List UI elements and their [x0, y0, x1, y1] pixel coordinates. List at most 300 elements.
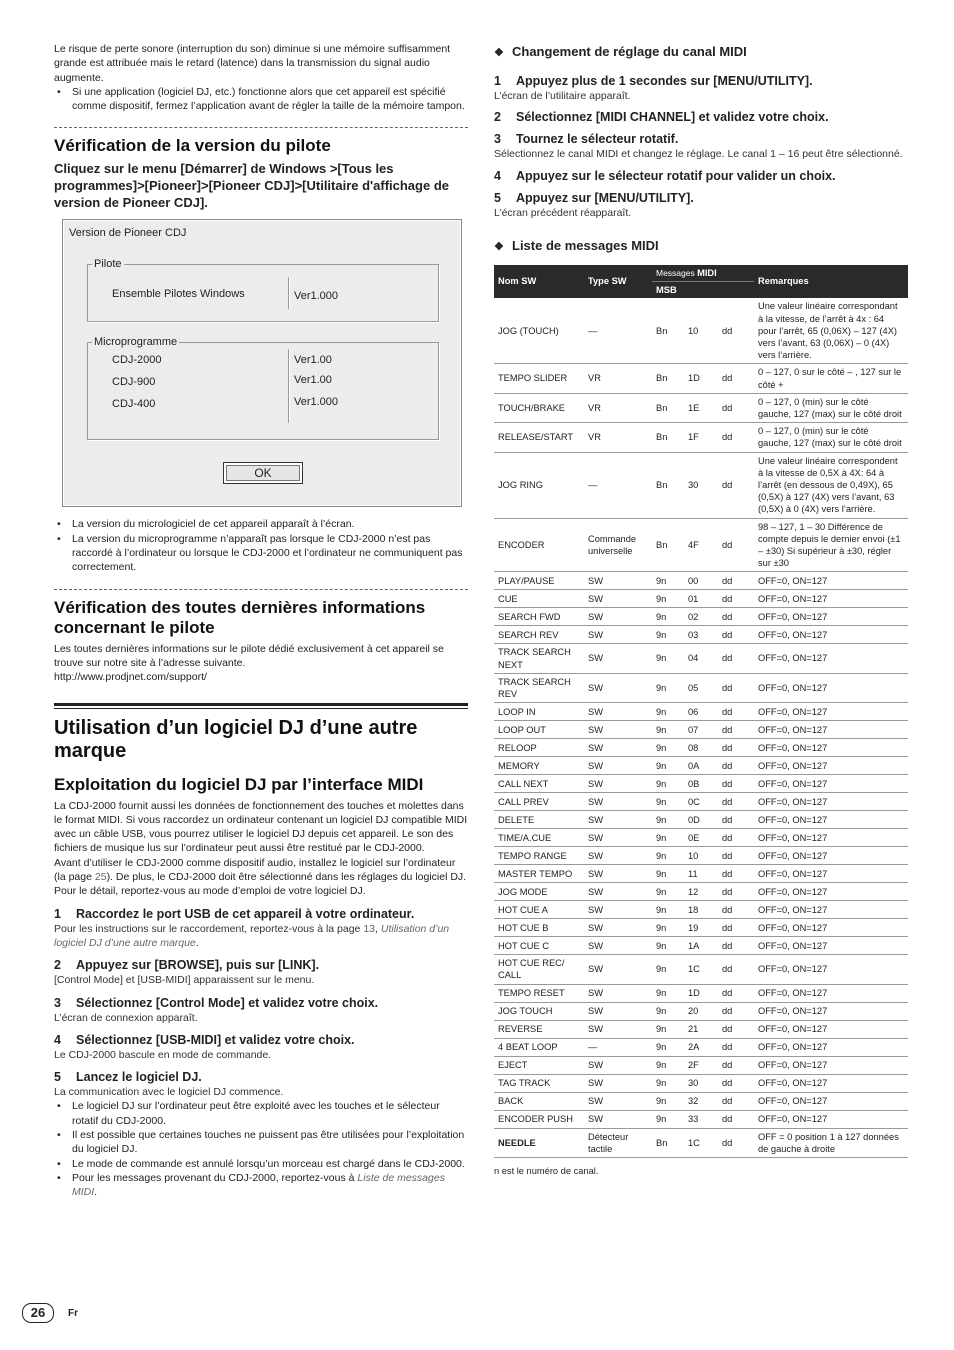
table-cell: TEMPO RESET — [494, 984, 584, 1002]
table-row — [494, 1056, 908, 1074]
ok-button[interactable]: OK — [223, 462, 303, 484]
table-cell: 33 — [684, 1110, 718, 1128]
midi-messages-table — [494, 265, 908, 1158]
table-cell: 05 — [684, 673, 718, 702]
table-cell: dd — [718, 865, 754, 883]
version-bullet: • La version du microprogramme n’apparaît pas lorsque le CDJ-2000 n’est pas raccordé à l’ordinateur ou lorsque le CDJ-2000 et l’ordinateur ne communiquent pas correctement. — [54, 532, 468, 575]
table-cell: OFF=0, ON=127 — [754, 1092, 908, 1110]
table-cell: dd — [718, 572, 754, 590]
micro-name: CDJ-400 — [112, 398, 156, 411]
table-cell: 9n — [652, 865, 684, 883]
table-cell: dd — [718, 811, 754, 829]
table-cell: dd — [718, 423, 754, 452]
table-row — [494, 757, 908, 775]
micro-caption: Microprogramme — [94, 336, 178, 349]
table-cell: 9n — [652, 721, 684, 739]
table-cell: OFF=0, ON=127 — [754, 984, 908, 1002]
table-row — [494, 703, 908, 721]
table-cell: — — [584, 1038, 652, 1056]
table-cell: 9n — [652, 572, 684, 590]
table-cell: 32 — [684, 1092, 718, 1110]
midi-step-5: 5 Appuyez sur [MENU/UTILITY]. — [494, 190, 694, 205]
table-cell: NEEDLE — [494, 1128, 584, 1157]
table-cell: SW — [584, 644, 652, 673]
table-cell: dd — [718, 673, 754, 702]
p2-text-b: ). De plus, le CDJ-2000 doit être sélectionné dans les réglages du logiciel DJ. Pour le détail, reportez-vous au mode d’emploi de votre logiciel DJ. — [54, 871, 467, 898]
table-cell: VR — [584, 364, 652, 393]
table-cell: — — [584, 298, 652, 364]
table-cell: dd — [718, 829, 754, 847]
step-4: 4 Sélectionnez [USB-MIDI] et validez votre choix. — [54, 1032, 355, 1047]
intro-text: Le risque de perte sonore (interruption du son) diminue si une mémoire suffisamment grande est attribuée mais le retard (latence) dans la transmission du signal audio augmente. — [54, 43, 451, 84]
table-row — [494, 572, 908, 590]
dialog-title: Version de Pioneer CDJ — [69, 227, 187, 240]
section-ref[interactable]: Liste de messages MIDI — [72, 1171, 445, 1199]
table-row — [494, 1002, 908, 1020]
table-cell: 1E — [684, 393, 718, 422]
table-row — [494, 901, 908, 919]
table-row — [494, 739, 908, 757]
table-cell: 0D — [684, 811, 718, 829]
table-cell: SEARCH REV — [494, 626, 584, 644]
table-cell: SW — [584, 1002, 652, 1020]
step-1: 1 Raccordez le port USB de cet appareil à votre ordinateur. — [54, 906, 415, 921]
diamond-icon: ❖ — [494, 47, 504, 59]
table-cell: Détecteur tactile — [584, 1128, 652, 1157]
table-cell: 02 — [684, 608, 718, 626]
col-messages: Messages MIDI — [652, 265, 754, 282]
table-cell: dd — [718, 626, 754, 644]
table-body — [494, 298, 908, 1157]
table-cell: 2F — [684, 1056, 718, 1074]
table-cell: OFF=0, ON=127 — [754, 1056, 908, 1074]
table-cell: 9n — [652, 739, 684, 757]
table-cell: TEMPO RANGE — [494, 847, 584, 865]
intro-bullet: • Si une application (logiciel DJ, etc.) fonctionne alors que cet appareil est spécifié comme dispositif, fermez l’application avant de régler la taille de la mémoire tampon. — [54, 85, 468, 114]
table-cell: 1C — [684, 955, 718, 984]
table-cell: SW — [584, 984, 652, 1002]
table-cell: SEARCH FWD — [494, 608, 584, 626]
dashed-divider — [54, 127, 468, 128]
step-2-sub: [Control Mode] et [USB-MIDI] apparaissent sur le menu. — [54, 974, 315, 987]
table-cell: 9n — [652, 703, 684, 721]
table-cell: 18 — [684, 901, 718, 919]
table-cell: dd — [718, 298, 754, 364]
table-cell: HOT CUE C — [494, 937, 584, 955]
table-cell: OFF=0, ON=127 — [754, 757, 908, 775]
page-ref[interactable]: 25 — [94, 871, 107, 884]
table-cell: SW — [584, 865, 652, 883]
table-row — [494, 393, 908, 422]
table-cell: 0B — [684, 775, 718, 793]
table-cell: VR — [584, 423, 652, 452]
table-cell: OFF = 0 position 1 à 127 données de gauche à droite — [754, 1128, 908, 1157]
table-cell: OFF=0, ON=127 — [754, 937, 908, 955]
table-cell: dd — [718, 644, 754, 673]
table-cell: SW — [584, 626, 652, 644]
micro-version: Ver1.000 — [294, 396, 339, 409]
midi-step-4: 4 Appuyez sur le sélecteur rotatif pour valider un choix. — [494, 168, 836, 183]
table-row — [494, 1092, 908, 1110]
table-cell: JOG RING — [494, 452, 584, 518]
step-1-sub: Pour les instructions sur le raccordement, reportez-vous à la page 13, Utilisation d’un logiciel DJ d’une autre marque. — [54, 922, 450, 949]
midi-step-3-sub: Sélectionnez le canal MIDI et changez le réglage. Le canal 1 – 16 peut être sélectionné. — [494, 148, 903, 161]
table-cell: 0 – 127, 0 (min) sur le côté gauche, 127 (max) sur le côté droit — [754, 393, 908, 422]
table-cell: 9n — [652, 955, 684, 984]
table-row — [494, 811, 908, 829]
table-cell: TIME/A.CUE — [494, 829, 584, 847]
table-cell: Une valeur linéaire correspondent à la vitesse de 0,5X à 4X: 64 à l’arrêt (en dessous de 0,49X), 65 (0,5X) à 127 (4X) vers l’avant, 63 (0,5X) à 0 (4X) vers l’arrière. — [754, 452, 908, 518]
table-cell: Bn — [652, 364, 684, 393]
micro-separator — [288, 349, 289, 423]
pilote-separator — [288, 277, 289, 309]
pilote-caption: Pilote — [94, 258, 122, 271]
table-cell: OFF=0, ON=127 — [754, 703, 908, 721]
table-cell: OFF=0, ON=127 — [754, 721, 908, 739]
table-cell: Une valeur linéaire correspondant à la vitesse, de l’arrêt à 4x : 64 pour l’arrêt, 65 (0,06X) – 127 (4X) vers l’avant, 63 (0,06X) – 0 (4X) vers l’arrière. — [754, 298, 908, 364]
table-cell: OFF=0, ON=127 — [754, 644, 908, 673]
table-cell: RELEASE/START — [494, 423, 584, 452]
table-cell: SW — [584, 703, 652, 721]
table-cell: RELOOP — [494, 739, 584, 757]
version-dialog — [62, 219, 462, 507]
table-cell: OFF=0, ON=127 — [754, 883, 908, 901]
table-cell: OFF=0, ON=127 — [754, 1038, 908, 1056]
table-cell: Bn — [652, 298, 684, 364]
micro-name: CDJ-900 — [112, 376, 156, 389]
table-cell: dd — [718, 590, 754, 608]
table-row — [494, 626, 908, 644]
table-cell: 9n — [652, 626, 684, 644]
menu-instruction: Cliquez sur le menu [Démarrer] de Windows >[Tous les programmes]>[Pioneer]>[Pioneer CDJ]>[Utilitaire d'affichage de version de Pioneer CDJ]. — [54, 161, 449, 211]
table-cell: 9n — [652, 757, 684, 775]
midi-step-3: 3 Tournez le sélecteur rotatif. — [494, 132, 679, 147]
table-cell: SW — [584, 608, 652, 626]
table-cell: 9n — [652, 590, 684, 608]
col-msb: MSB — [652, 282, 754, 299]
table-cell: 9n — [652, 1092, 684, 1110]
table-cell: 9n — [652, 1074, 684, 1092]
midi-channel-steps — [494, 73, 908, 220]
table-cell: 30 — [684, 1074, 718, 1092]
table-cell: SW — [584, 673, 652, 702]
table-cell: OFF=0, ON=127 — [754, 673, 908, 702]
support-url[interactable]: http://www.prodjnet.com/support/ — [54, 671, 207, 684]
table-cell: OFF=0, ON=127 — [754, 572, 908, 590]
table-row — [494, 847, 908, 865]
table-row — [494, 452, 908, 518]
table-cell: 9n — [652, 1002, 684, 1020]
table-cell: 9n — [652, 1038, 684, 1056]
table-row — [494, 919, 908, 937]
table-cell: — — [584, 452, 652, 518]
table-cell: dd — [718, 919, 754, 937]
micro-name: CDJ-2000 — [112, 354, 162, 367]
table-cell: SW — [584, 937, 652, 955]
pilote-version: Ver1.000 — [294, 290, 339, 303]
table-cell: 10 — [684, 298, 718, 364]
table-cell: REVERSE — [494, 1020, 584, 1038]
table-cell: 0E — [684, 829, 718, 847]
step-3-sub: L’écran de connexion apparaît. — [54, 1011, 198, 1024]
table-cell: 9n — [652, 937, 684, 955]
table-row — [494, 673, 908, 702]
table-cell: Bn — [652, 518, 684, 572]
table-row — [494, 775, 908, 793]
table-cell: SW — [584, 572, 652, 590]
table-row — [494, 984, 908, 1002]
table-cell: OFF=0, ON=127 — [754, 829, 908, 847]
table-cell: Bn — [652, 452, 684, 518]
table-cell: 1D — [684, 984, 718, 1002]
table-cell: OFF=0, ON=127 — [754, 811, 908, 829]
table-cell: OFF=0, ON=127 — [754, 847, 908, 865]
table-cell: dd — [718, 608, 754, 626]
table-cell: 1F — [684, 423, 718, 452]
table-cell: OFF=0, ON=127 — [754, 793, 908, 811]
table-cell: 01 — [684, 590, 718, 608]
table-cell: 1D — [684, 364, 718, 393]
table-cell: 20 — [684, 1002, 718, 1020]
table-cell: dd — [718, 1020, 754, 1038]
table-row — [494, 1110, 908, 1128]
left-column — [54, 42, 468, 1200]
table-cell: PLAY/PAUSE — [494, 572, 584, 590]
table-cell: Bn — [652, 393, 684, 422]
table-cell: dd — [718, 364, 754, 393]
table-cell: SW — [584, 811, 652, 829]
step-5-sub: La communication avec le logiciel DJ commence. — [54, 1086, 284, 1099]
table-cell: TRACK SEARCH NEXT — [494, 644, 584, 673]
table-row — [494, 793, 908, 811]
table-cell: dd — [718, 901, 754, 919]
table-cell: 9n — [652, 775, 684, 793]
section-title-version: Vérification de la version du pilote — [54, 136, 331, 156]
table-cell: 1A — [684, 937, 718, 955]
table-cell: 9n — [652, 984, 684, 1002]
table-cell: OFF=0, ON=127 — [754, 919, 908, 937]
table-cell: 9n — [652, 847, 684, 865]
table-cell: CUE — [494, 590, 584, 608]
table-cell: MEMORY — [494, 757, 584, 775]
table-cell: dd — [718, 1110, 754, 1128]
table-cell: 1C — [684, 1128, 718, 1157]
table-row — [494, 829, 908, 847]
table-cell: OFF=0, ON=127 — [754, 1020, 908, 1038]
midi-paragraph-2 — [54, 856, 468, 899]
table-cell: 9n — [652, 673, 684, 702]
col-remarques: Remarques — [754, 265, 908, 298]
table-row — [494, 1128, 908, 1157]
table-cell: dd — [718, 984, 754, 1002]
table-cell: OFF=0, ON=127 — [754, 865, 908, 883]
table-cell: SW — [584, 829, 652, 847]
table-cell: 4 BEAT LOOP — [494, 1038, 584, 1056]
latest-info-text: Les toutes dernières informations sur le pilote dédié exclusivement à cet appareil se trouve sur notre site à l’adresse suivante. — [54, 642, 444, 669]
table-cell: VR — [584, 393, 652, 422]
table-cell: 9n — [652, 901, 684, 919]
step-5: 5 Lancez le logiciel DJ. — [54, 1070, 202, 1085]
section-ref[interactable]: Utilisation d’un logiciel DJ d’une autre marque — [54, 922, 450, 949]
table-cell: JOG MODE — [494, 883, 584, 901]
table-cell: SW — [584, 1056, 652, 1074]
diamond-icon: ❖ — [494, 240, 504, 253]
table-cell: TOUCH/BRAKE — [494, 393, 584, 422]
table-cell: 11 — [684, 865, 718, 883]
table-cell: 00 — [684, 572, 718, 590]
table-cell: JOG TOUCH — [494, 1002, 584, 1020]
table-row — [494, 1020, 908, 1038]
table-cell: ENCODER — [494, 518, 584, 572]
table-cell: SW — [584, 883, 652, 901]
midi-step-1-sub: L’écran de l’utilitaire apparaît. — [494, 90, 631, 102]
table-row — [494, 1074, 908, 1092]
table-cell: SW — [584, 721, 652, 739]
page-footer — [22, 1303, 78, 1323]
table-cell: CALL NEXT — [494, 775, 584, 793]
table-cell: 2A — [684, 1038, 718, 1056]
table-cell: Commande universelle — [584, 518, 652, 572]
table-cell: dd — [718, 955, 754, 984]
table-cell: 9n — [652, 829, 684, 847]
col-nom: Nom SW — [494, 265, 584, 298]
table-row — [494, 518, 908, 572]
table-cell: OFF=0, ON=127 — [754, 955, 908, 984]
table-row — [494, 883, 908, 901]
table-cell: TRACK SEARCH REV — [494, 673, 584, 702]
table-cell: 9n — [652, 883, 684, 901]
table-cell: OFF=0, ON=127 — [754, 739, 908, 757]
table-cell: dd — [718, 1074, 754, 1092]
table-cell: 21 — [684, 1020, 718, 1038]
table-cell: HOT CUE B — [494, 919, 584, 937]
table-row — [494, 608, 908, 626]
table-cell: dd — [718, 1128, 754, 1157]
micro-version: Ver1.00 — [294, 354, 332, 367]
table-cell: SW — [584, 901, 652, 919]
table-row — [494, 644, 908, 673]
table-note: n est le numéro de canal. — [494, 1165, 599, 1176]
table-cell: 9n — [652, 1056, 684, 1074]
table-cell: 06 — [684, 703, 718, 721]
table-cell: SW — [584, 590, 652, 608]
table-cell: dd — [718, 793, 754, 811]
table-cell: 03 — [684, 626, 718, 644]
table-row — [494, 298, 908, 364]
table-cell: dd — [718, 937, 754, 955]
table-cell: dd — [718, 847, 754, 865]
table-cell: 12 — [684, 883, 718, 901]
table-cell: LOOP IN — [494, 703, 584, 721]
table-cell: SW — [584, 757, 652, 775]
table-cell: 04 — [684, 644, 718, 673]
table-cell: Bn — [652, 1128, 684, 1157]
table-cell: TEMPO SLIDER — [494, 364, 584, 393]
page-ref[interactable]: 13 — [363, 922, 376, 935]
table-cell: 07 — [684, 721, 718, 739]
chapter-rule — [54, 703, 468, 709]
table-cell: SW — [584, 919, 652, 937]
pilote-group — [87, 258, 439, 322]
p2-text-a: Avant d’utiliser le CDJ-2000 comme dispositif audio, installez le logiciel sur l’ordinateur (la page — [54, 856, 456, 884]
table-cell: OFF=0, ON=127 — [754, 1002, 908, 1020]
table-cell: HOT CUE A — [494, 901, 584, 919]
midi-step-1: 1 Appuyez plus de 1 secondes sur [MENU/UTILITY]. — [494, 74, 813, 88]
table-cell: SW — [584, 1110, 652, 1128]
table-cell: 4F — [684, 518, 718, 572]
section-title-latest-info: Vérification des toutes dernières informations concernant le pilote — [54, 597, 426, 637]
heading-midi-channel: ❖ Changement de réglage du canal MIDI — [494, 44, 747, 59]
table-cell: ENCODER PUSH — [494, 1110, 584, 1128]
midi-step-5-sub: L’écran précédent réapparaît. — [494, 206, 632, 219]
step-5-bullet: • Le mode de commande est annulé lorsqu’un morceau est chargé dans le CDJ-2000. — [54, 1157, 468, 1171]
table-cell: dd — [718, 1002, 754, 1020]
table-cell: OFF=0, ON=127 — [754, 1074, 908, 1092]
table-cell: 9n — [652, 919, 684, 937]
table-cell: dd — [718, 452, 754, 518]
table-row — [494, 1038, 908, 1056]
language-code: Fr — [68, 1308, 78, 1319]
table-cell: 9n — [652, 644, 684, 673]
table-cell: OFF=0, ON=127 — [754, 1110, 908, 1128]
step-2: 2 Appuyez sur [BROWSE], puis sur [LINK]. — [54, 958, 320, 973]
table-cell: 9n — [652, 1020, 684, 1038]
table-cell: OFF=0, ON=127 — [754, 775, 908, 793]
table-cell: OFF=0, ON=127 — [754, 608, 908, 626]
table-cell: dd — [718, 775, 754, 793]
table-cell: 98 – 127, 1 – 30 Différence de compte depuis le dernier envoi (±1 – ±30) Si supérieur à ±30, régler sur ±30 — [754, 518, 908, 572]
table-cell: 9n — [652, 793, 684, 811]
table-cell: SW — [584, 955, 652, 984]
table-cell: 9n — [652, 811, 684, 829]
table-cell: 0C — [684, 793, 718, 811]
table-cell: OFF=0, ON=127 — [754, 901, 908, 919]
midi-step-2: 2 Sélectionnez [MIDI CHANNEL] et validez votre choix. — [494, 110, 829, 125]
midi-paragraph: La CDJ-2000 fournit aussi les données de fonctionnement des touches et molettes dans le format MIDI. Si vous raccordez un ordinateur contenant un logiciel DJ compatible MIDI avec un câble USB, vous pourrez utiliser le logiciel DJ depuis cet appareil. Le son des fichiers de musique lus sur l’ordinateur peut aussi être restitué par le CDJ-2000. — [54, 799, 468, 855]
step-5-bullet: • Pour les messages provenant du CDJ-2000, reportez-vous à Liste de messages MIDI. — [54, 1171, 468, 1200]
table-cell: 08 — [684, 739, 718, 757]
table-cell: SW — [584, 793, 652, 811]
table-cell: dd — [718, 518, 754, 572]
table-cell: CALL PREV — [494, 793, 584, 811]
table-cell: dd — [718, 739, 754, 757]
page-number: 26 — [22, 1303, 54, 1323]
dashed-divider — [54, 589, 468, 590]
table-cell: TAG TRACK — [494, 1074, 584, 1092]
right-column — [494, 44, 908, 1178]
version-bullet: • La version du micrologiciel de cet appareil apparaît à l’écran. — [54, 517, 468, 531]
table-cell: JOG (TOUCH) — [494, 298, 584, 364]
table-cell: dd — [718, 1056, 754, 1074]
table-cell: dd — [718, 1038, 754, 1056]
table-row — [494, 937, 908, 955]
table-cell: Bn — [652, 423, 684, 452]
table-row — [494, 955, 908, 984]
table-cell: 10 — [684, 847, 718, 865]
table-row — [494, 364, 908, 393]
step-4-sub: Le CDJ-2000 bascule en mode de commande. — [54, 1048, 272, 1061]
chapter-title: Utilisation d’un logiciel DJ d’une autre marque — [54, 716, 418, 762]
table-cell: 0 – 127, 0 (min) sur le côté gauche, 127 (max) sur le côté droit — [754, 423, 908, 452]
step-5-bullet: • Il est possible que certaines touches ne puissent pas être utilisées pour l’exploitation du logiciel DJ. — [54, 1128, 468, 1157]
table-cell: SW — [584, 775, 652, 793]
microprogramme-group — [87, 336, 439, 440]
table-cell: dd — [718, 757, 754, 775]
table-cell: dd — [718, 721, 754, 739]
table-cell: 9n — [652, 1110, 684, 1128]
table-cell: SW — [584, 1092, 652, 1110]
table-cell: SW — [584, 1074, 652, 1092]
